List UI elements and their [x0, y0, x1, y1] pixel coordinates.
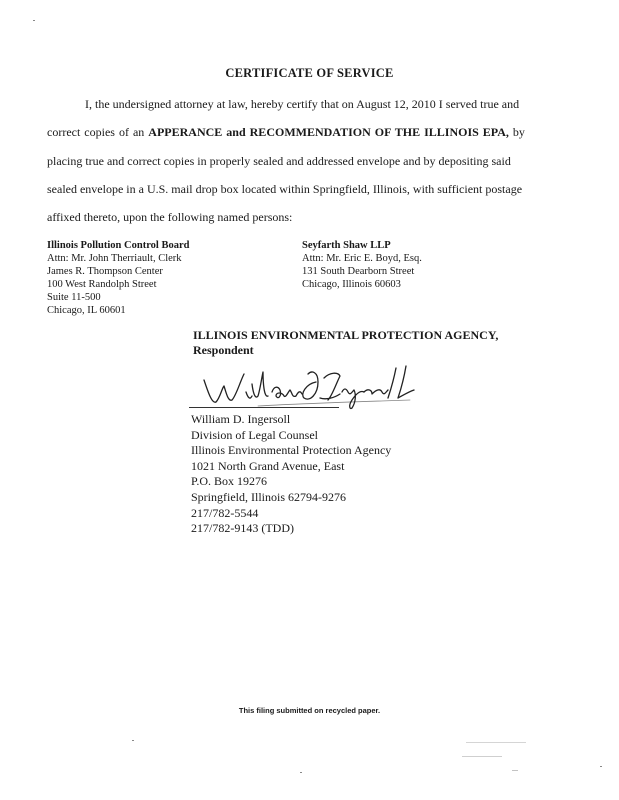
recipient-line: Suite 11-500	[47, 292, 101, 303]
recipient-seyfarth	[302, 239, 422, 291]
signer-line: 1021 North Grand Avenue, East	[191, 458, 345, 473]
scan-speck	[132, 740, 134, 741]
recipient-name: Illinois Pollution Control Board	[47, 240, 190, 251]
agency-role: Respondent	[193, 343, 254, 357]
recipient-line: Chicago, Illinois 60603	[302, 279, 401, 290]
scan-speck	[300, 772, 302, 773]
signature-line	[189, 407, 339, 408]
body-text: by	[512, 125, 525, 139]
body-line-3: placing true and correct copies in properly sealed and addressed envelope and by depositing said	[47, 154, 511, 168]
recipient-ipcb	[47, 239, 189, 317]
recycled-paper-note: This filing submitted on recycled paper.	[238, 706, 381, 715]
body-text: correct copies of an	[47, 125, 145, 139]
body-line-1: I, the undersigned attorney at law, hereby certify that on August 12, 2010 I served true and	[85, 97, 520, 111]
scan-speck	[462, 756, 502, 757]
recipient-line: Attn: Mr. John Therriault, Clerk	[47, 253, 182, 264]
recipient-name: Seyfarth Shaw LLP	[302, 240, 391, 251]
body-line-5: affixed thereto, upon the following named persons:	[47, 210, 293, 224]
signer-line: Illinois Environmental Protection Agency	[191, 443, 392, 458]
recipient-line: Attn: Mr. Eric E. Boyd, Esq.	[302, 253, 422, 264]
body-line-4: sealed envelope in a U.S. mail drop box located within Springfield, Illinois, with sufficient postage	[47, 182, 523, 196]
scan-speck	[512, 770, 518, 771]
signer-line: P.O. Box 19276	[191, 474, 268, 489]
agency-name: ILLINOIS ENVIRONMENTAL PROTECTION AGENCY,	[193, 328, 499, 342]
signer-line: Division of Legal Counsel	[191, 427, 318, 442]
body-line-2	[47, 125, 525, 140]
scan-speck	[466, 742, 526, 743]
recipient-line: James R. Thompson Center	[47, 266, 163, 277]
agency-block	[193, 328, 498, 358]
signer-line: Springfield, Illinois 62794-9276	[191, 489, 346, 504]
scan-speck	[600, 766, 602, 767]
scan-speck	[33, 20, 35, 21]
document-reference: APPERANCE and RECOMMENDATION OF THE ILLINOIS EPA,	[148, 125, 509, 139]
signer-block	[191, 412, 391, 537]
recipient-line: Chicago, IL 60601	[47, 305, 126, 316]
document-title: CERTIFICATE OF SERVICE	[225, 66, 394, 80]
signer-line: 217/782-5544	[191, 505, 259, 520]
recipient-line: 100 West Randolph Street	[47, 279, 157, 290]
signer-line: 217/782-9143 (TDD)	[191, 521, 294, 536]
signer-name: William D. Ingersoll	[191, 412, 291, 426]
recipient-line: 131 South Dearborn Street	[302, 266, 415, 277]
